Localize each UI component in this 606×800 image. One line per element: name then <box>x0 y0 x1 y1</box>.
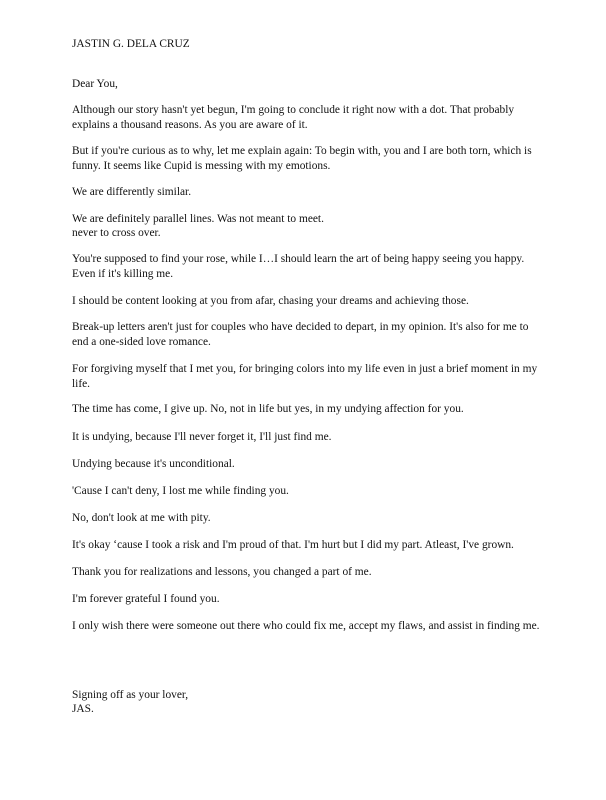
closing-line: Signing off as your lover, <box>72 689 189 701</box>
letter-paragraph: I should be content looking at you from afar, chasing your dreams and achieving those. <box>72 295 469 307</box>
letter-paragraph: But if you're curious as to why, let me explain again: To begin with, you and I are both torn, which is funny. It seems like Cupid is messing with my emotions. <box>72 145 532 172</box>
letter-paragraph: We are definitely parallel lines. Was not meant to meet. <box>72 213 324 225</box>
letter-paragraph: No, don't look at me with pity. <box>72 512 211 524</box>
letter-paragraph: never to cross over. <box>72 227 161 239</box>
letter-paragraph: Undying because it's unconditional. <box>72 458 235 470</box>
letter-paragraph: Break-up letters aren't just for couples who have decided to depart, in my opinion. It's also for me to end a one-sided love romance. <box>72 321 529 348</box>
author-name: JASTIN G. DELA CRUZ <box>72 38 190 50</box>
letter-paragraph: I only wish there were someone out there who could fix me, accept my flaws, and assist in finding me. <box>72 620 540 632</box>
letter-paragraph: For forgiving myself that I met you, for bringing colors into my life even in just a brief moment in my life. <box>72 363 538 390</box>
letter-paragraph: We are differently similar. <box>72 186 192 198</box>
letter-paragraph: It's okay ‘cause I took a risk and I'm proud of that. I'm hurt but I did my part. Atleast, I've grown. <box>72 539 514 551</box>
letter-paragraph: 'Cause I can't deny, I lost me while finding you. <box>72 485 289 497</box>
signature: JAS. <box>72 703 94 715</box>
letter-paragraph: The time has come, I give up. No, not in life but yes, in my undying affection for you. <box>72 403 464 415</box>
letter-paragraph: It is undying, because I'll never forget it, I'll just find me. <box>72 431 332 443</box>
letter-paragraph: I'm forever grateful I found you. <box>72 593 220 605</box>
salutation: Dear You, <box>72 78 118 90</box>
letter-paragraph: Thank you for realizations and lessons, you changed a part of me. <box>72 566 372 578</box>
letter-paragraph: You're supposed to find your rose, while I…I should learn the art of being happy seeing you happy. Even if it's killing me. <box>72 253 525 280</box>
letter-paragraph: Although our story hasn't yet begun, I'm going to conclude it right now with a dot. That probably explains a thousand reasons. As you are aware of it. <box>72 104 515 131</box>
